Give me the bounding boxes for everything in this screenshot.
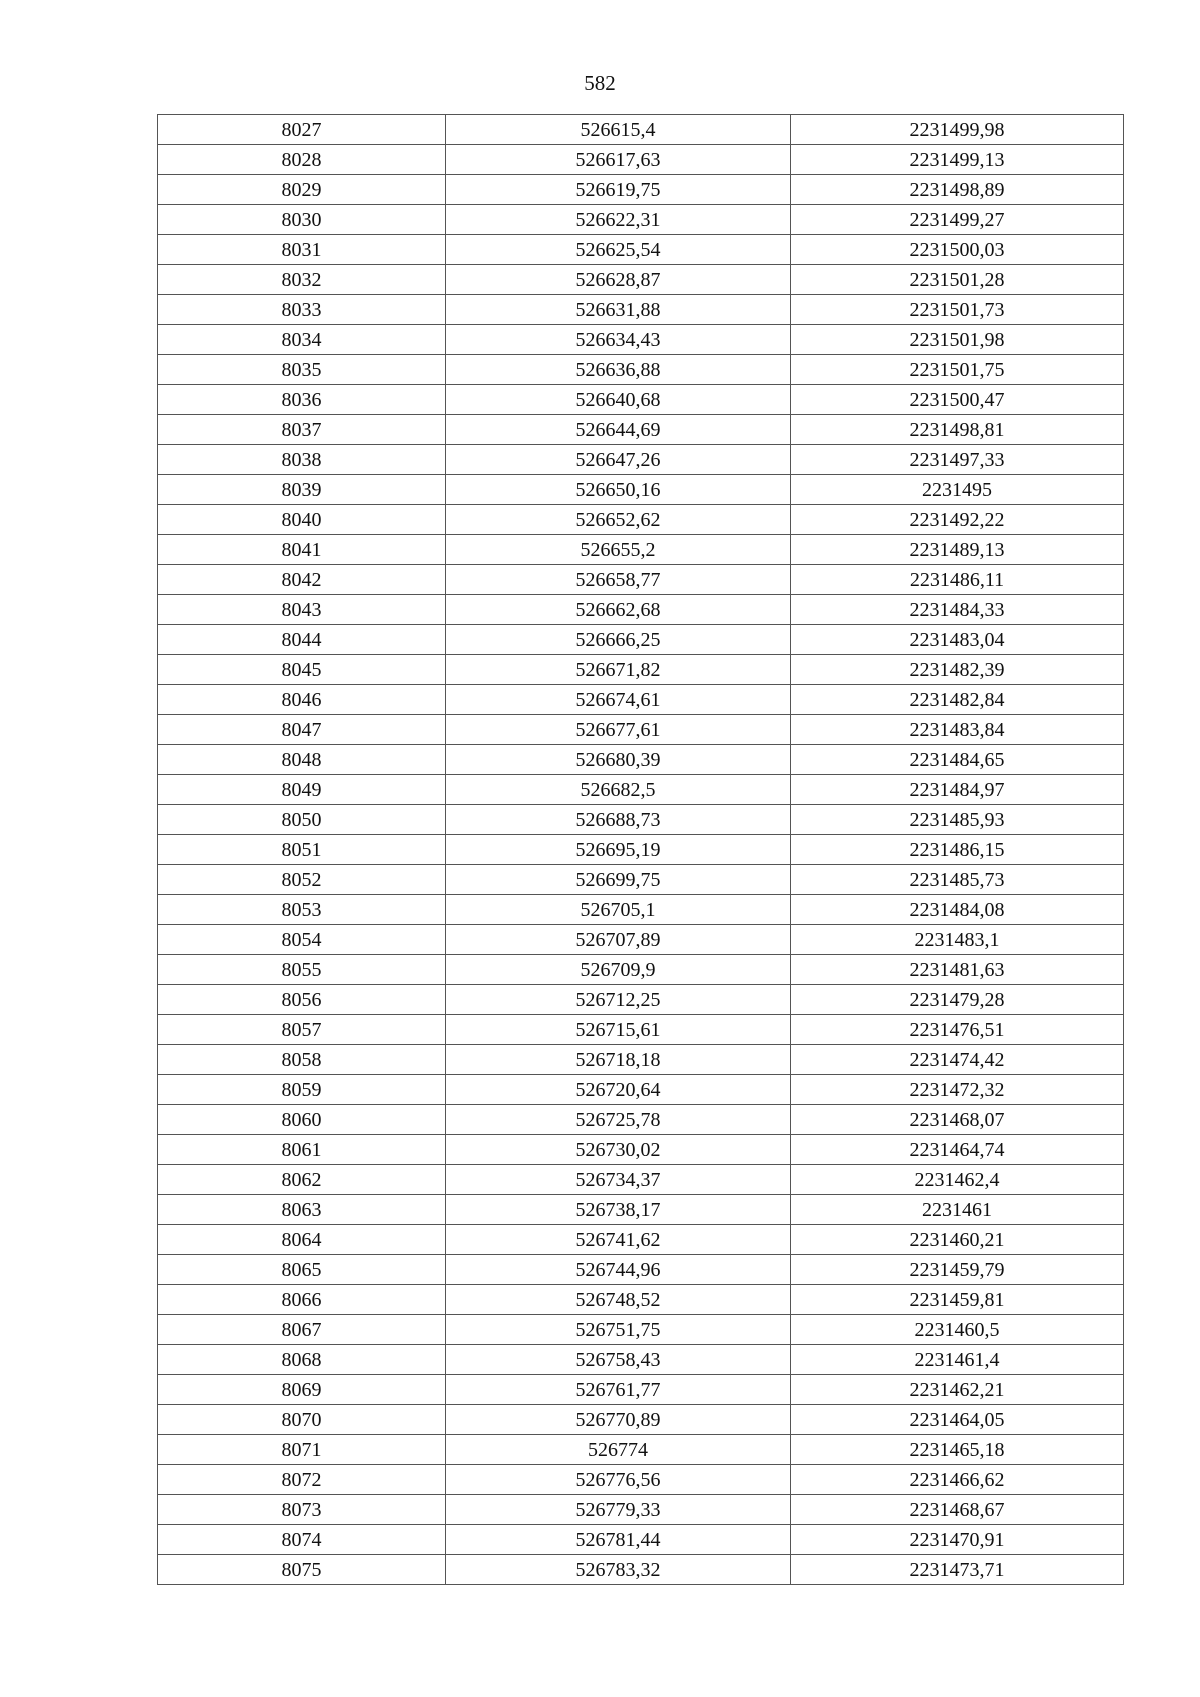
x-coordinate-cell: 526707,89 (446, 925, 791, 955)
table-row (158, 1345, 1124, 1375)
y-coordinate-cell: 2231486,11 (791, 565, 1124, 595)
x-coordinate-cell: 526636,88 (446, 355, 791, 385)
table-row (158, 1105, 1124, 1135)
point-number-cell: 8045 (158, 655, 446, 685)
point-number-cell: 8071 (158, 1435, 446, 1465)
point-number-cell: 8054 (158, 925, 446, 955)
y-coordinate-cell: 2231461 (791, 1195, 1124, 1225)
table-row (158, 835, 1124, 865)
x-coordinate-cell: 526619,75 (446, 175, 791, 205)
x-coordinate-cell: 526655,2 (446, 535, 791, 565)
x-coordinate-cell: 526705,1 (446, 895, 791, 925)
table-row (158, 1435, 1124, 1465)
table-row (158, 1285, 1124, 1315)
x-coordinate-cell: 526695,19 (446, 835, 791, 865)
y-coordinate-cell: 2231460,21 (791, 1225, 1124, 1255)
y-coordinate-cell: 2231485,93 (791, 805, 1124, 835)
point-number-cell: 8028 (158, 145, 446, 175)
point-number-cell: 8044 (158, 625, 446, 655)
table-row (158, 205, 1124, 235)
y-coordinate-cell: 2231499,27 (791, 205, 1124, 235)
table-row (158, 1255, 1124, 1285)
y-coordinate-cell: 2231485,73 (791, 865, 1124, 895)
table-row (158, 955, 1124, 985)
x-coordinate-cell: 526741,62 (446, 1225, 791, 1255)
table-body (158, 115, 1124, 1585)
table-row (158, 895, 1124, 925)
y-coordinate-cell: 2231486,15 (791, 835, 1124, 865)
y-coordinate-cell: 2231470,91 (791, 1525, 1124, 1555)
point-number-cell: 8069 (158, 1375, 446, 1405)
x-coordinate-cell: 526622,31 (446, 205, 791, 235)
x-coordinate-cell: 526617,63 (446, 145, 791, 175)
point-number-cell: 8061 (158, 1135, 446, 1165)
table-row (158, 1045, 1124, 1075)
table-row (158, 535, 1124, 565)
page-number: 582 (584, 71, 616, 95)
y-coordinate-cell: 2231459,81 (791, 1285, 1124, 1315)
point-number-cell: 8036 (158, 385, 446, 415)
table-row (158, 445, 1124, 475)
point-number-cell: 8074 (158, 1525, 446, 1555)
table-row (158, 1015, 1124, 1045)
y-coordinate-cell: 2231492,22 (791, 505, 1124, 535)
x-coordinate-cell: 526680,39 (446, 745, 791, 775)
x-coordinate-cell: 526658,77 (446, 565, 791, 595)
table-row (158, 745, 1124, 775)
x-coordinate-cell: 526770,89 (446, 1405, 791, 1435)
point-number-cell: 8029 (158, 175, 446, 205)
table-row (158, 655, 1124, 685)
point-number-cell: 8073 (158, 1495, 446, 1525)
point-number-cell: 8060 (158, 1105, 446, 1135)
y-coordinate-cell: 2231501,75 (791, 355, 1124, 385)
x-coordinate-cell: 526718,18 (446, 1045, 791, 1075)
y-coordinate-cell: 2231500,47 (791, 385, 1124, 415)
y-coordinate-cell: 2231479,28 (791, 985, 1124, 1015)
x-coordinate-cell: 526761,77 (446, 1375, 791, 1405)
point-number-cell: 8070 (158, 1405, 446, 1435)
point-number-cell: 8046 (158, 685, 446, 715)
y-coordinate-cell: 2231483,84 (791, 715, 1124, 745)
x-coordinate-cell: 526615,4 (446, 115, 791, 145)
x-coordinate-cell: 526776,56 (446, 1465, 791, 1495)
point-number-cell: 8057 (158, 1015, 446, 1045)
point-number-cell: 8065 (158, 1255, 446, 1285)
x-coordinate-cell: 526751,75 (446, 1315, 791, 1345)
table-row (158, 505, 1124, 535)
y-coordinate-cell: 2231501,98 (791, 325, 1124, 355)
point-number-cell: 8048 (158, 745, 446, 775)
y-coordinate-cell: 2231484,65 (791, 745, 1124, 775)
x-coordinate-cell: 526671,82 (446, 655, 791, 685)
x-coordinate-cell: 526662,68 (446, 595, 791, 625)
table-row (158, 1375, 1124, 1405)
x-coordinate-cell: 526781,44 (446, 1525, 791, 1555)
table-row (158, 355, 1124, 385)
x-coordinate-cell: 526688,73 (446, 805, 791, 835)
y-coordinate-cell: 2231466,62 (791, 1465, 1124, 1495)
table-row (158, 1495, 1124, 1525)
x-coordinate-cell: 526744,96 (446, 1255, 791, 1285)
point-number-cell: 8068 (158, 1345, 446, 1375)
x-coordinate-cell: 526634,43 (446, 325, 791, 355)
y-coordinate-cell: 2231499,98 (791, 115, 1124, 145)
table-row (158, 1165, 1124, 1195)
table-row (158, 805, 1124, 835)
point-number-cell: 8051 (158, 835, 446, 865)
x-coordinate-cell: 526748,52 (446, 1285, 791, 1315)
point-number-cell: 8042 (158, 565, 446, 595)
table-row (158, 715, 1124, 745)
y-coordinate-cell: 2231473,71 (791, 1555, 1124, 1585)
y-coordinate-cell: 2231464,74 (791, 1135, 1124, 1165)
y-coordinate-cell: 2231500,03 (791, 235, 1124, 265)
table-row (158, 685, 1124, 715)
point-number-cell: 8049 (158, 775, 446, 805)
y-coordinate-cell: 2231474,42 (791, 1045, 1124, 1075)
point-number-cell: 8040 (158, 505, 446, 535)
table-row (158, 145, 1124, 175)
y-coordinate-cell: 2231461,4 (791, 1345, 1124, 1375)
table-row (158, 865, 1124, 895)
point-number-cell: 8034 (158, 325, 446, 355)
x-coordinate-cell: 526774 (446, 1435, 791, 1465)
y-coordinate-cell: 2231497,33 (791, 445, 1124, 475)
y-coordinate-cell: 2231483,1 (791, 925, 1124, 955)
x-coordinate-cell: 526652,62 (446, 505, 791, 535)
y-coordinate-cell: 2231462,21 (791, 1375, 1124, 1405)
y-coordinate-cell: 2231460,5 (791, 1315, 1124, 1345)
y-coordinate-cell: 2231501,28 (791, 265, 1124, 295)
x-coordinate-cell: 526640,68 (446, 385, 791, 415)
x-coordinate-cell: 526666,25 (446, 625, 791, 655)
table-row (158, 295, 1124, 325)
x-coordinate-cell: 526674,61 (446, 685, 791, 715)
point-number-cell: 8055 (158, 955, 446, 985)
table-row (158, 985, 1124, 1015)
y-coordinate-cell: 2231482,39 (791, 655, 1124, 685)
table-row (158, 625, 1124, 655)
table-row (158, 1135, 1124, 1165)
y-coordinate-cell: 2231468,67 (791, 1495, 1124, 1525)
x-coordinate-cell: 526699,75 (446, 865, 791, 895)
point-number-cell: 8047 (158, 715, 446, 745)
x-coordinate-cell: 526647,26 (446, 445, 791, 475)
point-number-cell: 8031 (158, 235, 446, 265)
y-coordinate-cell: 2231499,13 (791, 145, 1124, 175)
table-row (158, 925, 1124, 955)
x-coordinate-cell: 526628,87 (446, 265, 791, 295)
point-number-cell: 8050 (158, 805, 446, 835)
table-row (158, 1525, 1124, 1555)
x-coordinate-cell: 526738,17 (446, 1195, 791, 1225)
x-coordinate-cell: 526779,33 (446, 1495, 791, 1525)
point-number-cell: 8072 (158, 1465, 446, 1495)
table-row (158, 415, 1124, 445)
y-coordinate-cell: 2231484,33 (791, 595, 1124, 625)
y-coordinate-cell: 2231495 (791, 475, 1124, 505)
table-row (158, 1075, 1124, 1105)
table-row (158, 1405, 1124, 1435)
table-row (158, 1555, 1124, 1585)
point-number-cell: 8053 (158, 895, 446, 925)
x-coordinate-cell: 526720,64 (446, 1075, 791, 1105)
x-coordinate-cell: 526682,5 (446, 775, 791, 805)
table-row (158, 325, 1124, 355)
point-number-cell: 8038 (158, 445, 446, 475)
y-coordinate-cell: 2231501,73 (791, 295, 1124, 325)
table-row (158, 115, 1124, 145)
point-number-cell: 8039 (158, 475, 446, 505)
x-coordinate-cell: 526715,61 (446, 1015, 791, 1045)
point-number-cell: 8063 (158, 1195, 446, 1225)
point-number-cell: 8067 (158, 1315, 446, 1345)
y-coordinate-cell: 2231468,07 (791, 1105, 1124, 1135)
y-coordinate-cell: 2231465,18 (791, 1435, 1124, 1465)
y-coordinate-cell: 2231484,97 (791, 775, 1124, 805)
point-number-cell: 8032 (158, 265, 446, 295)
point-number-cell: 8062 (158, 1165, 446, 1195)
y-coordinate-cell: 2231482,84 (791, 685, 1124, 715)
point-number-cell: 8043 (158, 595, 446, 625)
x-coordinate-cell: 526650,16 (446, 475, 791, 505)
y-coordinate-cell: 2231472,32 (791, 1075, 1124, 1105)
y-coordinate-cell: 2231498,81 (791, 415, 1124, 445)
x-coordinate-cell: 526709,9 (446, 955, 791, 985)
table-row (158, 1195, 1124, 1225)
point-number-cell: 8027 (158, 115, 446, 145)
table-row (158, 1315, 1124, 1345)
table-row (158, 775, 1124, 805)
point-number-cell: 8037 (158, 415, 446, 445)
point-number-cell: 8075 (158, 1555, 446, 1585)
point-number-cell: 8058 (158, 1045, 446, 1075)
table-row (158, 475, 1124, 505)
x-coordinate-cell: 526725,78 (446, 1105, 791, 1135)
table-row (158, 235, 1124, 265)
y-coordinate-cell: 2231489,13 (791, 535, 1124, 565)
point-number-cell: 8033 (158, 295, 446, 325)
x-coordinate-cell: 526734,37 (446, 1165, 791, 1195)
table-row (158, 265, 1124, 295)
point-number-cell: 8066 (158, 1285, 446, 1315)
table-row (158, 385, 1124, 415)
table-row (158, 595, 1124, 625)
y-coordinate-cell: 2231462,4 (791, 1165, 1124, 1195)
x-coordinate-cell: 526631,88 (446, 295, 791, 325)
x-coordinate-cell: 526644,69 (446, 415, 791, 445)
x-coordinate-cell: 526677,61 (446, 715, 791, 745)
y-coordinate-cell: 2231483,04 (791, 625, 1124, 655)
point-number-cell: 8064 (158, 1225, 446, 1255)
x-coordinate-cell: 526730,02 (446, 1135, 791, 1165)
point-number-cell: 8041 (158, 535, 446, 565)
y-coordinate-cell: 2231498,89 (791, 175, 1124, 205)
y-coordinate-cell: 2231476,51 (791, 1015, 1124, 1045)
table-row (158, 1225, 1124, 1255)
y-coordinate-cell: 2231481,63 (791, 955, 1124, 985)
table-row (158, 565, 1124, 595)
point-number-cell: 8030 (158, 205, 446, 235)
x-coordinate-cell: 526625,54 (446, 235, 791, 265)
coordinates-table (157, 114, 1124, 1585)
point-number-cell: 8052 (158, 865, 446, 895)
table-row (158, 175, 1124, 205)
point-number-cell: 8059 (158, 1075, 446, 1105)
y-coordinate-cell: 2231464,05 (791, 1405, 1124, 1435)
y-coordinate-cell: 2231459,79 (791, 1255, 1124, 1285)
y-coordinate-cell: 2231484,08 (791, 895, 1124, 925)
x-coordinate-cell: 526783,32 (446, 1555, 791, 1585)
point-number-cell: 8035 (158, 355, 446, 385)
x-coordinate-cell: 526712,25 (446, 985, 791, 1015)
x-coordinate-cell: 526758,43 (446, 1345, 791, 1375)
point-number-cell: 8056 (158, 985, 446, 1015)
table-row (158, 1465, 1124, 1495)
